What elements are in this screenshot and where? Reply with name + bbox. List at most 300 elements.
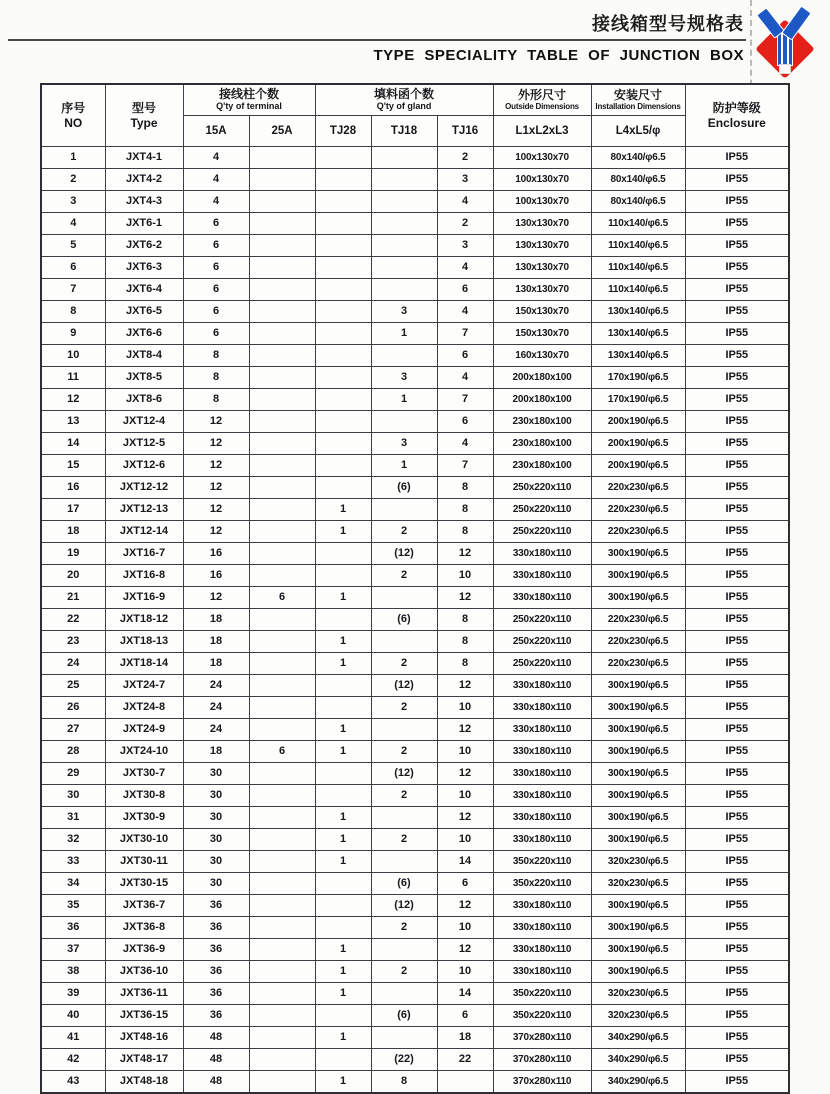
cell-terminal-25a bbox=[249, 190, 315, 212]
cell-terminal-25a bbox=[249, 850, 315, 872]
cell-terminal-25a bbox=[249, 872, 315, 894]
cell-terminal-25a bbox=[249, 806, 315, 828]
cell-enclosure: IP55 bbox=[685, 520, 789, 542]
table-header bbox=[41, 84, 789, 146]
cell-terminal-25a bbox=[249, 476, 315, 498]
cell-gland-tj28 bbox=[315, 146, 371, 168]
cell-gland-tj18 bbox=[371, 982, 437, 1004]
cell-gland-tj16 bbox=[437, 1070, 493, 1093]
col-header-type-cn: 型号 bbox=[131, 101, 156, 116]
cell-install-dim: 200x190/φ6.5 bbox=[591, 432, 685, 454]
cell-enclosure: IP55 bbox=[685, 740, 789, 762]
cell-terminal-15a: 36 bbox=[183, 960, 249, 982]
cell-gland-tj28: 1 bbox=[315, 520, 371, 542]
cell-terminal-15a: 6 bbox=[183, 278, 249, 300]
cell-terminal-15a: 36 bbox=[183, 894, 249, 916]
cell-install-dim: 110x140/φ6.5 bbox=[591, 256, 685, 278]
cell-gland-tj28 bbox=[315, 388, 371, 410]
cell-install-dim: 130x140/φ6.5 bbox=[591, 300, 685, 322]
cell-terminal-15a: 12 bbox=[183, 498, 249, 520]
cell-gland-tj18 bbox=[371, 586, 437, 608]
cell-terminal-15a: 6 bbox=[183, 234, 249, 256]
cell-enclosure: IP55 bbox=[685, 146, 789, 168]
cell-no: 26 bbox=[41, 696, 105, 718]
cell-terminal-25a bbox=[249, 454, 315, 476]
cell-no: 18 bbox=[41, 520, 105, 542]
cell-no: 13 bbox=[41, 410, 105, 432]
cell-terminal-15a: 36 bbox=[183, 916, 249, 938]
cell-type: JXT8-5 bbox=[105, 366, 183, 388]
cell-no: 37 bbox=[41, 938, 105, 960]
cell-terminal-15a: 18 bbox=[183, 630, 249, 652]
cell-type: JXT48-16 bbox=[105, 1026, 183, 1048]
cell-terminal-15a: 18 bbox=[183, 608, 249, 630]
cell-enclosure: IP55 bbox=[685, 476, 789, 498]
cell-no: 39 bbox=[41, 982, 105, 1004]
cell-type: JXT8-6 bbox=[105, 388, 183, 410]
cell-gland-tj16: 8 bbox=[437, 608, 493, 630]
logo-white-foot bbox=[779, 64, 791, 74]
cell-enclosure: IP55 bbox=[685, 498, 789, 520]
col-header-install-dim bbox=[591, 84, 685, 115]
cell-gland-tj18: 2 bbox=[371, 520, 437, 542]
table-row bbox=[41, 146, 789, 168]
cell-enclosure: IP55 bbox=[685, 366, 789, 388]
table-row bbox=[41, 828, 789, 850]
cell-terminal-15a: 30 bbox=[183, 806, 249, 828]
table-row bbox=[41, 542, 789, 564]
cell-type: JXT30-7 bbox=[105, 762, 183, 784]
cell-outside-dim: 130x130x70 bbox=[493, 278, 591, 300]
cell-enclosure: IP55 bbox=[685, 168, 789, 190]
cell-enclosure: IP55 bbox=[685, 586, 789, 608]
cell-enclosure: IP55 bbox=[685, 718, 789, 740]
cell-type: JXT12-5 bbox=[105, 432, 183, 454]
cell-no: 20 bbox=[41, 564, 105, 586]
cell-outside-dim: 330x180x110 bbox=[493, 586, 591, 608]
table-row bbox=[41, 652, 789, 674]
cell-gland-tj16: 10 bbox=[437, 564, 493, 586]
cell-no: 21 bbox=[41, 586, 105, 608]
col-header-type bbox=[105, 84, 183, 146]
cell-gland-tj16: 12 bbox=[437, 806, 493, 828]
table-row bbox=[41, 982, 789, 1004]
cell-terminal-15a: 12 bbox=[183, 476, 249, 498]
table-row bbox=[41, 740, 789, 762]
cell-install-dim: 320x230/φ6.5 bbox=[591, 1004, 685, 1026]
cell-gland-tj18: 8 bbox=[371, 1070, 437, 1093]
table-row bbox=[41, 432, 789, 454]
cell-terminal-15a: 4 bbox=[183, 190, 249, 212]
page-title-en: TYPE SPECIALITY TABLE OF JUNCTION BOX bbox=[373, 47, 744, 64]
table-row bbox=[41, 278, 789, 300]
table-row bbox=[41, 234, 789, 256]
cell-terminal-15a: 12 bbox=[183, 586, 249, 608]
cell-gland-tj28: 1 bbox=[315, 938, 371, 960]
cell-enclosure: IP55 bbox=[685, 652, 789, 674]
col-group-terminal bbox=[183, 84, 315, 115]
cell-type: JXT48-17 bbox=[105, 1048, 183, 1070]
cell-gland-tj28 bbox=[315, 234, 371, 256]
table-row bbox=[41, 212, 789, 234]
cell-install-dim: 300x190/φ6.5 bbox=[591, 806, 685, 828]
table-body bbox=[41, 146, 789, 1093]
cell-terminal-25a bbox=[249, 256, 315, 278]
cell-gland-tj18 bbox=[371, 1026, 437, 1048]
cell-enclosure: IP55 bbox=[685, 1004, 789, 1026]
cell-gland-tj18 bbox=[371, 146, 437, 168]
cell-terminal-15a: 30 bbox=[183, 828, 249, 850]
cell-gland-tj16: 12 bbox=[437, 586, 493, 608]
cell-terminal-25a bbox=[249, 278, 315, 300]
cell-terminal-15a: 30 bbox=[183, 872, 249, 894]
cell-outside-dim: 100x130x70 bbox=[493, 190, 591, 212]
cell-outside-dim: 370x280x110 bbox=[493, 1070, 591, 1093]
table-row bbox=[41, 300, 789, 322]
cell-outside-dim: 330x180x110 bbox=[493, 542, 591, 564]
cell-terminal-25a bbox=[249, 234, 315, 256]
cell-type: JXT6-3 bbox=[105, 256, 183, 278]
cell-gland-tj18: 2 bbox=[371, 828, 437, 850]
cell-gland-tj18: 3 bbox=[371, 300, 437, 322]
cell-terminal-15a: 16 bbox=[183, 542, 249, 564]
cell-terminal-15a: 36 bbox=[183, 982, 249, 1004]
cell-terminal-15a: 48 bbox=[183, 1026, 249, 1048]
table-row bbox=[41, 476, 789, 498]
cell-install-dim: 220x230/φ6.5 bbox=[591, 630, 685, 652]
cell-gland-tj16: 8 bbox=[437, 498, 493, 520]
cell-no: 43 bbox=[41, 1070, 105, 1093]
cell-type: JXT16-9 bbox=[105, 586, 183, 608]
cell-install-dim: 130x140/φ6.5 bbox=[591, 322, 685, 344]
cell-install-dim: 320x230/φ6.5 bbox=[591, 982, 685, 1004]
cell-gland-tj28: 1 bbox=[315, 1026, 371, 1048]
cell-type: JXT36-15 bbox=[105, 1004, 183, 1026]
cell-gland-tj28: 1 bbox=[315, 740, 371, 762]
cell-enclosure: IP55 bbox=[685, 278, 789, 300]
cell-gland-tj16: 10 bbox=[437, 696, 493, 718]
cell-outside-dim: 330x180x110 bbox=[493, 828, 591, 850]
cell-terminal-15a: 30 bbox=[183, 784, 249, 806]
cell-type: JXT6-2 bbox=[105, 234, 183, 256]
cell-gland-tj16: 10 bbox=[437, 828, 493, 850]
table-row bbox=[41, 388, 789, 410]
brand-logo-icon bbox=[754, 6, 816, 84]
cell-gland-tj18 bbox=[371, 806, 437, 828]
cell-gland-tj16: 2 bbox=[437, 212, 493, 234]
cell-terminal-15a: 12 bbox=[183, 410, 249, 432]
cell-terminal-25a bbox=[249, 564, 315, 586]
cell-no: 40 bbox=[41, 1004, 105, 1026]
cell-terminal-15a: 24 bbox=[183, 674, 249, 696]
col-header-l4l5: L4xL5/φ bbox=[591, 115, 685, 146]
cell-no: 16 bbox=[41, 476, 105, 498]
cell-terminal-25a bbox=[249, 388, 315, 410]
col-group-gland-en: Q'ty of gland bbox=[376, 101, 432, 112]
cell-enclosure: IP55 bbox=[685, 674, 789, 696]
cell-terminal-25a: 6 bbox=[249, 586, 315, 608]
cell-outside-dim: 330x180x110 bbox=[493, 718, 591, 740]
table-row bbox=[41, 1004, 789, 1026]
cell-gland-tj16: 4 bbox=[437, 256, 493, 278]
cell-terminal-25a bbox=[249, 498, 315, 520]
cell-gland-tj18: (6) bbox=[371, 608, 437, 630]
cell-gland-tj16: 4 bbox=[437, 432, 493, 454]
col-header-no-cn: 序号 bbox=[61, 101, 86, 116]
cell-gland-tj18 bbox=[371, 938, 437, 960]
cell-gland-tj18: 2 bbox=[371, 696, 437, 718]
cell-terminal-15a: 4 bbox=[183, 168, 249, 190]
table-row bbox=[41, 1070, 789, 1093]
cell-install-dim: 220x230/φ6.5 bbox=[591, 652, 685, 674]
table-row bbox=[41, 520, 789, 542]
cell-no: 9 bbox=[41, 322, 105, 344]
table-row bbox=[41, 872, 789, 894]
cell-install-dim: 220x230/φ6.5 bbox=[591, 476, 685, 498]
cell-type: JXT16-8 bbox=[105, 564, 183, 586]
cell-type: JXT30-15 bbox=[105, 872, 183, 894]
cell-install-dim: 220x230/φ6.5 bbox=[591, 498, 685, 520]
cell-no: 27 bbox=[41, 718, 105, 740]
cell-terminal-25a bbox=[249, 1048, 315, 1070]
cell-terminal-25a bbox=[249, 1026, 315, 1048]
cell-gland-tj18: 1 bbox=[371, 322, 437, 344]
cell-terminal-25a bbox=[249, 762, 315, 784]
cell-gland-tj16: 6 bbox=[437, 872, 493, 894]
cell-terminal-15a: 18 bbox=[183, 652, 249, 674]
cell-install-dim: 300x190/φ6.5 bbox=[591, 784, 685, 806]
cell-gland-tj28 bbox=[315, 410, 371, 432]
cell-enclosure: IP55 bbox=[685, 872, 789, 894]
cell-gland-tj28: 1 bbox=[315, 828, 371, 850]
cell-enclosure: IP55 bbox=[685, 960, 789, 982]
cell-enclosure: IP55 bbox=[685, 234, 789, 256]
cell-outside-dim: 350x220x110 bbox=[493, 1004, 591, 1026]
cell-type: JXT6-1 bbox=[105, 212, 183, 234]
cell-no: 8 bbox=[41, 300, 105, 322]
cell-install-dim: 110x140/φ6.5 bbox=[591, 278, 685, 300]
cell-terminal-25a bbox=[249, 300, 315, 322]
cell-outside-dim: 200x180x100 bbox=[493, 366, 591, 388]
cell-install-dim: 300x190/φ6.5 bbox=[591, 960, 685, 982]
cell-outside-dim: 330x180x110 bbox=[493, 564, 591, 586]
cell-outside-dim: 230x180x100 bbox=[493, 432, 591, 454]
table-row bbox=[41, 938, 789, 960]
cell-install-dim: 300x190/φ6.5 bbox=[591, 586, 685, 608]
cell-no: 11 bbox=[41, 366, 105, 388]
cell-gland-tj28 bbox=[315, 256, 371, 278]
cell-gland-tj18 bbox=[371, 278, 437, 300]
cell-install-dim: 200x190/φ6.5 bbox=[591, 454, 685, 476]
cell-gland-tj16: 18 bbox=[437, 1026, 493, 1048]
cell-terminal-15a: 16 bbox=[183, 564, 249, 586]
cell-outside-dim: 250x220x110 bbox=[493, 498, 591, 520]
cell-enclosure: IP55 bbox=[685, 630, 789, 652]
cell-type: JXT24-9 bbox=[105, 718, 183, 740]
cell-enclosure: IP55 bbox=[685, 410, 789, 432]
cell-install-dim: 300x190/φ6.5 bbox=[591, 938, 685, 960]
cell-gland-tj18 bbox=[371, 190, 437, 212]
cell-gland-tj18: (12) bbox=[371, 894, 437, 916]
cell-no: 30 bbox=[41, 784, 105, 806]
cell-terminal-25a bbox=[249, 828, 315, 850]
cell-terminal-25a bbox=[249, 212, 315, 234]
cell-terminal-15a: 48 bbox=[183, 1070, 249, 1093]
cell-outside-dim: 330x180x110 bbox=[493, 894, 591, 916]
cell-terminal-15a: 6 bbox=[183, 212, 249, 234]
cell-outside-dim: 330x180x110 bbox=[493, 784, 591, 806]
cell-gland-tj16: 10 bbox=[437, 784, 493, 806]
cell-install-dim: 320x230/φ6.5 bbox=[591, 872, 685, 894]
cell-gland-tj18: 1 bbox=[371, 388, 437, 410]
cell-no: 23 bbox=[41, 630, 105, 652]
cell-terminal-25a bbox=[249, 432, 315, 454]
cell-gland-tj16: 7 bbox=[437, 322, 493, 344]
cell-gland-tj28 bbox=[315, 1004, 371, 1026]
cell-gland-tj18 bbox=[371, 850, 437, 872]
cell-enclosure: IP55 bbox=[685, 806, 789, 828]
cell-gland-tj28 bbox=[315, 344, 371, 366]
table-row bbox=[41, 806, 789, 828]
col-header-install-en: Installation Dimensions bbox=[595, 101, 681, 111]
col-header-type-en: Type bbox=[130, 116, 158, 131]
cell-gland-tj16: 4 bbox=[437, 366, 493, 388]
col-group-terminal-cn: 接线柱个数 bbox=[218, 87, 279, 102]
cell-gland-tj18 bbox=[371, 256, 437, 278]
cell-gland-tj18 bbox=[371, 630, 437, 652]
cell-gland-tj18: (6) bbox=[371, 1004, 437, 1026]
cell-enclosure: IP55 bbox=[685, 982, 789, 1004]
cell-gland-tj16: 8 bbox=[437, 630, 493, 652]
cell-terminal-25a bbox=[249, 982, 315, 1004]
cell-gland-tj28 bbox=[315, 608, 371, 630]
cell-type: JXT36-10 bbox=[105, 960, 183, 982]
cell-type: JXT30-11 bbox=[105, 850, 183, 872]
cell-no: 25 bbox=[41, 674, 105, 696]
cell-gland-tj28 bbox=[315, 278, 371, 300]
cell-enclosure: IP55 bbox=[685, 762, 789, 784]
cell-enclosure: IP55 bbox=[685, 828, 789, 850]
cell-outside-dim: 130x130x70 bbox=[493, 256, 591, 278]
cell-gland-tj16: 7 bbox=[437, 388, 493, 410]
table-row bbox=[41, 762, 789, 784]
cell-install-dim: 300x190/φ6.5 bbox=[591, 740, 685, 762]
col-header-25a: 25A bbox=[249, 115, 315, 146]
cell-enclosure: IP55 bbox=[685, 190, 789, 212]
cell-no: 17 bbox=[41, 498, 105, 520]
cell-enclosure: IP55 bbox=[685, 212, 789, 234]
cell-terminal-25a bbox=[249, 1004, 315, 1026]
col-group-terminal-en: Q'ty of terminal bbox=[216, 101, 282, 112]
page-title-cn: 接线箱型号规格表 bbox=[592, 14, 744, 34]
cell-gland-tj18: 2 bbox=[371, 784, 437, 806]
cell-gland-tj16: 22 bbox=[437, 1048, 493, 1070]
cell-terminal-25a bbox=[249, 652, 315, 674]
cell-install-dim: 220x230/φ6.5 bbox=[591, 608, 685, 630]
cell-outside-dim: 330x180x110 bbox=[493, 916, 591, 938]
cell-gland-tj28 bbox=[315, 1048, 371, 1070]
cell-type: JXT4-1 bbox=[105, 146, 183, 168]
cell-outside-dim: 130x130x70 bbox=[493, 234, 591, 256]
cell-outside-dim: 350x220x110 bbox=[493, 872, 591, 894]
cell-enclosure: IP55 bbox=[685, 454, 789, 476]
table-row bbox=[41, 256, 789, 278]
cell-type: JXT30-8 bbox=[105, 784, 183, 806]
cell-enclosure: IP55 bbox=[685, 784, 789, 806]
cell-outside-dim: 250x220x110 bbox=[493, 520, 591, 542]
cell-gland-tj18 bbox=[371, 212, 437, 234]
cell-gland-tj16: 12 bbox=[437, 894, 493, 916]
table-row bbox=[41, 190, 789, 212]
col-header-outside-en: Outside Dimensions bbox=[505, 101, 579, 111]
cell-gland-tj16: 7 bbox=[437, 454, 493, 476]
cell-install-dim: 300x190/φ6.5 bbox=[591, 828, 685, 850]
cell-install-dim: 300x190/φ6.5 bbox=[591, 542, 685, 564]
cell-gland-tj18: (6) bbox=[371, 476, 437, 498]
cell-enclosure: IP55 bbox=[685, 1070, 789, 1093]
cell-type: JXT30-9 bbox=[105, 806, 183, 828]
cell-type: JXT12-4 bbox=[105, 410, 183, 432]
cell-terminal-25a bbox=[249, 542, 315, 564]
table-row bbox=[41, 586, 789, 608]
cell-no: 6 bbox=[41, 256, 105, 278]
cell-type: JXT12-6 bbox=[105, 454, 183, 476]
cell-install-dim: 300x190/φ6.5 bbox=[591, 564, 685, 586]
cell-terminal-15a: 6 bbox=[183, 322, 249, 344]
cell-terminal-15a: 8 bbox=[183, 344, 249, 366]
cell-gland-tj28 bbox=[315, 432, 371, 454]
cell-type: JXT18-12 bbox=[105, 608, 183, 630]
cell-gland-tj28 bbox=[315, 762, 371, 784]
cell-enclosure: IP55 bbox=[685, 256, 789, 278]
cell-gland-tj16: 3 bbox=[437, 168, 493, 190]
cell-terminal-15a: 48 bbox=[183, 1048, 249, 1070]
cell-gland-tj18 bbox=[371, 410, 437, 432]
cell-gland-tj16: 8 bbox=[437, 520, 493, 542]
cell-gland-tj18: 3 bbox=[371, 432, 437, 454]
cell-outside-dim: 330x180x110 bbox=[493, 740, 591, 762]
col-header-enclosure-cn: 防护等级 bbox=[712, 101, 761, 116]
cell-enclosure: IP55 bbox=[685, 564, 789, 586]
cell-gland-tj16: 6 bbox=[437, 344, 493, 366]
cell-no: 1 bbox=[41, 146, 105, 168]
cell-gland-tj28: 1 bbox=[315, 982, 371, 1004]
cell-terminal-25a bbox=[249, 696, 315, 718]
cell-outside-dim: 150x130x70 bbox=[493, 300, 591, 322]
cell-enclosure: IP55 bbox=[685, 344, 789, 366]
junction-box-spec-table bbox=[40, 83, 790, 1094]
cell-gland-tj18: (22) bbox=[371, 1048, 437, 1070]
table-row bbox=[41, 498, 789, 520]
cell-gland-tj18: 2 bbox=[371, 960, 437, 982]
col-group-gland-cn: 填料函个数 bbox=[374, 87, 435, 102]
cell-terminal-25a bbox=[249, 366, 315, 388]
cell-outside-dim: 130x130x70 bbox=[493, 212, 591, 234]
table-row bbox=[41, 916, 789, 938]
cell-gland-tj28 bbox=[315, 916, 371, 938]
cell-outside-dim: 330x180x110 bbox=[493, 806, 591, 828]
cell-terminal-25a bbox=[249, 344, 315, 366]
cell-type: JXT12-14 bbox=[105, 520, 183, 542]
cell-gland-tj28: 1 bbox=[315, 498, 371, 520]
cell-install-dim: 170x190/φ6.5 bbox=[591, 388, 685, 410]
cell-terminal-15a: 12 bbox=[183, 454, 249, 476]
cell-install-dim: 340x290/φ6.5 bbox=[591, 1026, 685, 1048]
cell-gland-tj28: 1 bbox=[315, 960, 371, 982]
cell-gland-tj16: 3 bbox=[437, 234, 493, 256]
cell-enclosure: IP55 bbox=[685, 388, 789, 410]
cell-install-dim: 200x190/φ6.5 bbox=[591, 410, 685, 432]
